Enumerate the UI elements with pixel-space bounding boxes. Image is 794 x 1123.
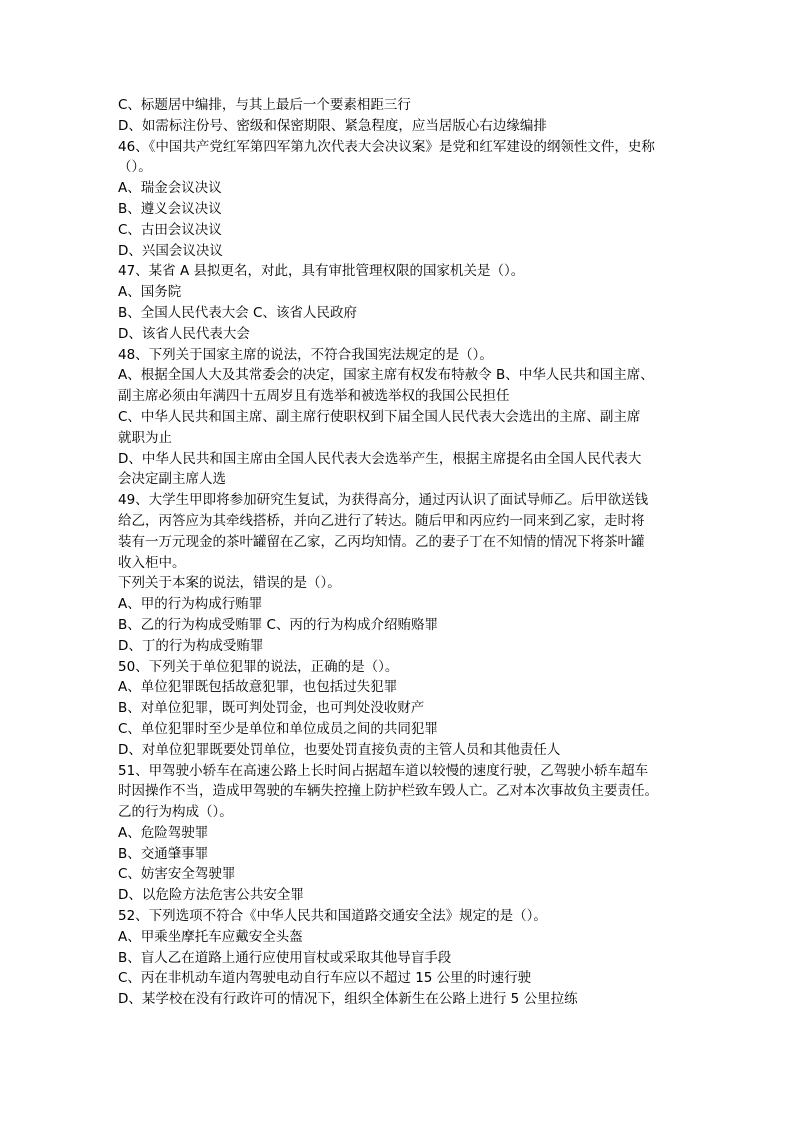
option-line: B、乙的行为构成受贿罪 C、丙的行为构成介绍贿赂罪 [118,616,438,633]
text-line: D、如需标注份号、密级和保密期限、紧急程度，应当居版心右边缘编排 [118,117,547,134]
option-line: D、丁的行为构成受贿罪 [118,637,264,654]
option-line: A、瑞金会议决议 [118,180,222,197]
option-line: C、丙在非机动车道内驾驶电动自行车应以不超过 15 公里的时速行驶 [118,970,532,987]
text-line: 乙的行为构成（）。 [118,804,233,821]
option-line: C、妨害安全驾驶罪 [118,866,236,883]
option-line: A、甲乘坐摩托车应戴安全头盔 [118,928,303,945]
option-line: B、交通肇事罪 [118,845,209,862]
option-line: B、全国人民代表大会 C、该省人民政府 [118,304,357,321]
option-line: D、某学校在没有行政许可的情况下，组织全体新生在公路上进行 5 公里拉练 [118,991,578,1008]
question-stem: 50、下列关于单位犯罪的说法，正确的是（）。 [118,658,399,675]
option-line: D、兴国会议决议 [118,242,223,259]
option-line: A、危险驾驶罪 [118,824,209,841]
text-line: 装有一万元现金的茶叶罐留在乙家，乙丙均知情。乙的妻子丁在不知情的情况下将茶叶罐 [118,533,645,550]
text-line: 给乙，丙答应为其牵线搭桥，并向乙进行了转达。随后甲和丙应约一同来到乙家，走时将 [118,512,645,529]
question-stem: 47、某省 A 县拟更名，对此，具有审批管理权限的国家机关是（）。 [118,263,525,280]
text-line: 就职为止 [118,429,172,446]
question-stem: 46、《中国共产党红军第四军第九次代表大会决议案》是党和红军建设的纲领性文件，史称 [118,138,655,155]
option-line: B、盲人乙在道路上通行应使用盲杖或采取其他导盲手段 [118,949,452,966]
question-stem: 52、下列选项不符合《中华人民共和国道路交通安全法》规定的是（）。 [118,908,547,925]
text-line: 时因操作不当，造成甲驾驶的车辆失控撞上防护栏致车毁人亡。乙对本次事故负主要责任。 [118,783,658,800]
text-line: 下列关于本案的说法，错误的是（）。 [118,575,341,592]
option-line: B、遵义会议决议 [118,200,222,217]
option-line: A、根据全国人大及其常委会的决定，国家主席有权发布特赦令 B、中华人民共和国主席、 [118,367,654,384]
question-stem: 48、下列关于国家主席的说法，不符合我国宪法规定的是（）。 [118,346,493,363]
option-line: C、单位犯罪时至少是单位和单位成员之间的共同犯罪 [118,720,438,737]
option-line: D、中华人民共和国主席由全国人民代表大会选举产生，根据主席提名由全国人民代表大 [118,450,642,467]
document-body [118,95,688,1010]
option-line: D、以危险方法危害公共安全罪 [118,887,304,904]
text-line: （）。 [118,159,152,176]
option-line: C、中华人民共和国主席、副主席行使职权到下届全国人民代表大会选出的主席、副主席 [118,408,641,425]
option-line: D、对单位犯罪既要处罚单位，也要处罚直接负责的主管人员和其他责任人 [118,741,561,758]
option-line: C、古田会议决议 [118,221,222,238]
text-line: 副主席必须由年满四十五周岁且有选举和被选举权的我国公民担任 [118,388,510,405]
option-line: A、单位犯罪既包括故意犯罪，也包括过失犯罪 [118,679,398,696]
question-stem: 49、大学生甲即将参加研究生复试，为获得高分，通过丙认识了面试导师乙。后甲欲送钱 [118,492,649,509]
text-line: C、标题居中编排，与其上最后一个要素相距三行 [118,97,411,113]
text-line: 收入柜中。 [118,554,186,571]
text-line: 会决定副主席人选 [118,471,226,488]
question-stem: 51、甲驾驶小轿车在高速公路上长时间占据超车道以较慢的速度行驶，乙驾驶小轿车超车 [118,762,649,779]
option-line: B、对单位犯罪，既可判处罚金，也可判处没收财产 [118,700,425,717]
option-line: A、甲的行为构成行贿罪 [118,596,263,613]
option-line: D、该省人民代表大会 [118,325,250,342]
option-line: A、国务院 [118,284,182,301]
